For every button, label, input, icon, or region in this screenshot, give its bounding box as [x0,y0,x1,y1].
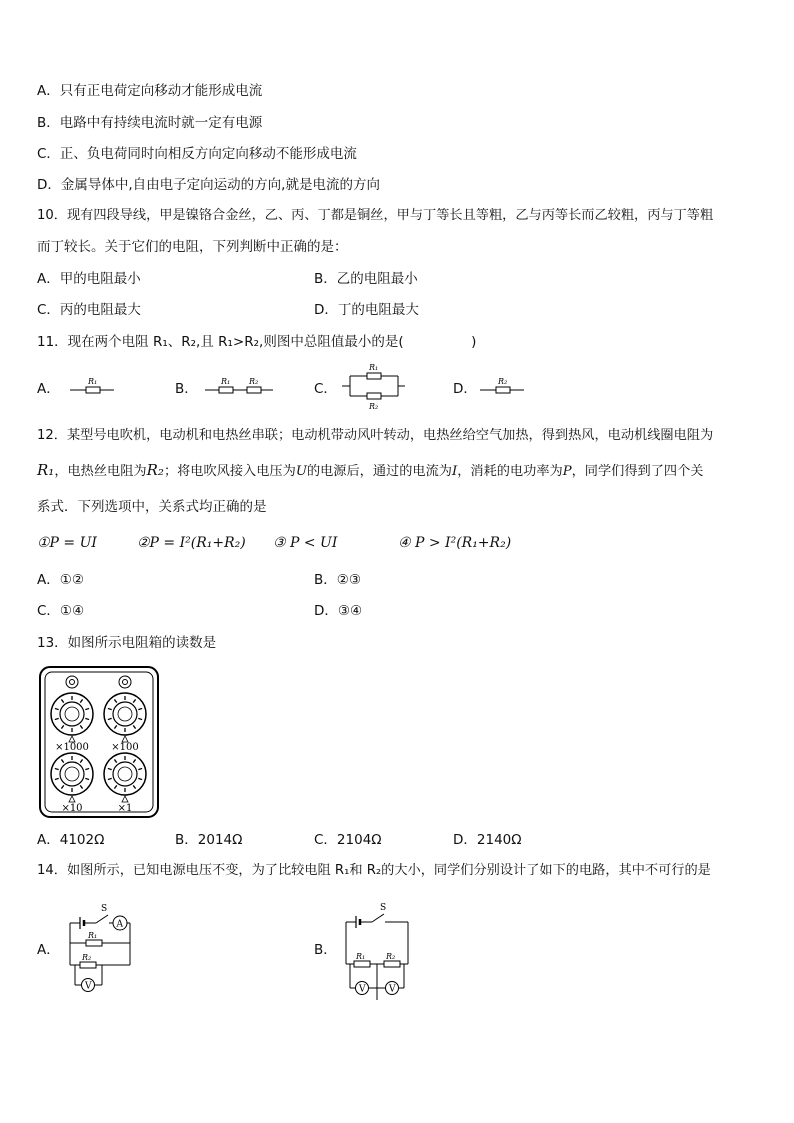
svg-text:A: A [116,919,123,930]
q9-option-c: C．正、负电荷同时向相反方向定向移动不能形成电流 [37,146,357,162]
q12-option-c: C．①④ [37,603,85,619]
q12-stem-line1: 12．某型号电吹机，电动机和电热丝串联；电动机带动风叶转动，电热丝给空气加热，得到热风，电动机线圈电阻为 [37,428,714,443]
q10-option-b: B．乙的电阻最小 [314,271,418,287]
svg-text:S: S [101,904,108,914]
svg-text:R₂: R₂ [82,953,92,962]
svg-text:V: V [389,984,396,995]
svg-text:R₁: R₁ [221,377,231,386]
q9-option-b: B．电路中有持续电流时就一定有电源 [37,115,263,131]
svg-text:S: S [380,903,387,913]
q13-option-d: D．2140Ω [453,832,522,848]
svg-text:R₂: R₂ [249,377,259,386]
q10-stem-line1: 10．现有四段导线，甲是镍铬合金丝，乙、丙、丁都是铜丝，甲与丁等长且等粗，乙与丙等长而乙较粗，丙与丁等粗 [37,208,714,223]
multiplier-10-label: ×10 [61,803,83,814]
q11-option-c: C． [314,381,337,397]
q14-circuit-a [66,903,136,999]
q12-formula-3: ③ P < UI [273,535,338,551]
q13-option-a: A．4102Ω [37,832,105,848]
svg-text:V: V [85,981,92,992]
multiplier-1000-label: ×1000 [55,742,89,753]
q13-option-c: C．2104Ω [314,832,382,848]
q14-stem: 14．如图所示，已知电源电压不变，为了比较电阻 R₁和 R₂的大小，同学们分别设计了如下的电路，其中不可行的是 [37,863,711,878]
svg-text:R₁: R₁ [356,952,366,961]
multiplier-1-label: ×1 [117,803,133,814]
q11-circuit-d [480,374,526,398]
q12-option-a: A．①② [37,572,84,588]
q12-stem-line2: R₁，电热丝电阻为R₂；将电吹风接入电压为U的电源后，通过的电流为I，消耗的电功率为P，同学们得到了四个关 [37,461,704,479]
q9-option-d: D．金属导体中,自由电子定向运动的方向,就是电流的方向 [37,177,380,193]
q13-stem: 13．如图所示电阻箱的读数是 [37,635,217,651]
q11-option-a: A． [37,381,60,397]
resistance-box-figure [37,664,161,820]
q11-option-d: D． [453,381,477,397]
multiplier-100-label: ×100 [111,742,139,753]
q11-circuit-b [205,374,275,398]
svg-text:R₁: R₁ [369,363,379,372]
q14-option-a: A． [37,942,60,958]
q13-option-b: B．2014Ω [175,832,243,848]
svg-text:R₁: R₁ [88,377,98,386]
q10-option-c: C．丙的电阻最大 [37,302,141,318]
svg-text:R₂: R₂ [369,402,379,411]
svg-text:R₂: R₂ [386,952,396,961]
svg-text:V: V [359,984,366,995]
q11-circuit-a [70,374,116,398]
q12-formula-2: ②P = I²(R₁+R₂) [137,535,246,551]
q10-option-a: A．甲的电阻最小 [37,271,141,287]
svg-text:R₁: R₁ [88,931,98,940]
svg-text:R₂: R₂ [498,377,508,386]
q14-circuit-b [342,900,414,1004]
q12-formula-4: ④ P > I²(R₁+R₂) [398,535,512,551]
q11-option-b: B． [175,381,198,397]
q11-stem: 11．现在两个电阻 R₁、R₂,且 R₁>R₂,则图中总阻值最小的是( ) [37,334,477,350]
q12-option-d: D．③④ [314,603,363,619]
q12-stem-line3: 系式．下列选项中，关系式均正确的是 [37,499,267,515]
q12-formula-1: ①P = UI [37,535,97,551]
q14-option-b: B． [314,942,337,958]
q12-option-b: B．②③ [314,572,361,588]
q10-stem-line2: 而丁较长。关于它们的电阻，下列判断中正确的是： [37,239,348,255]
q11-circuit-c [342,362,406,412]
q9-option-a: A．只有正电荷定向移动才能形成电流 [37,83,263,99]
q10-option-d: D．丁的电阻最大 [314,302,419,318]
